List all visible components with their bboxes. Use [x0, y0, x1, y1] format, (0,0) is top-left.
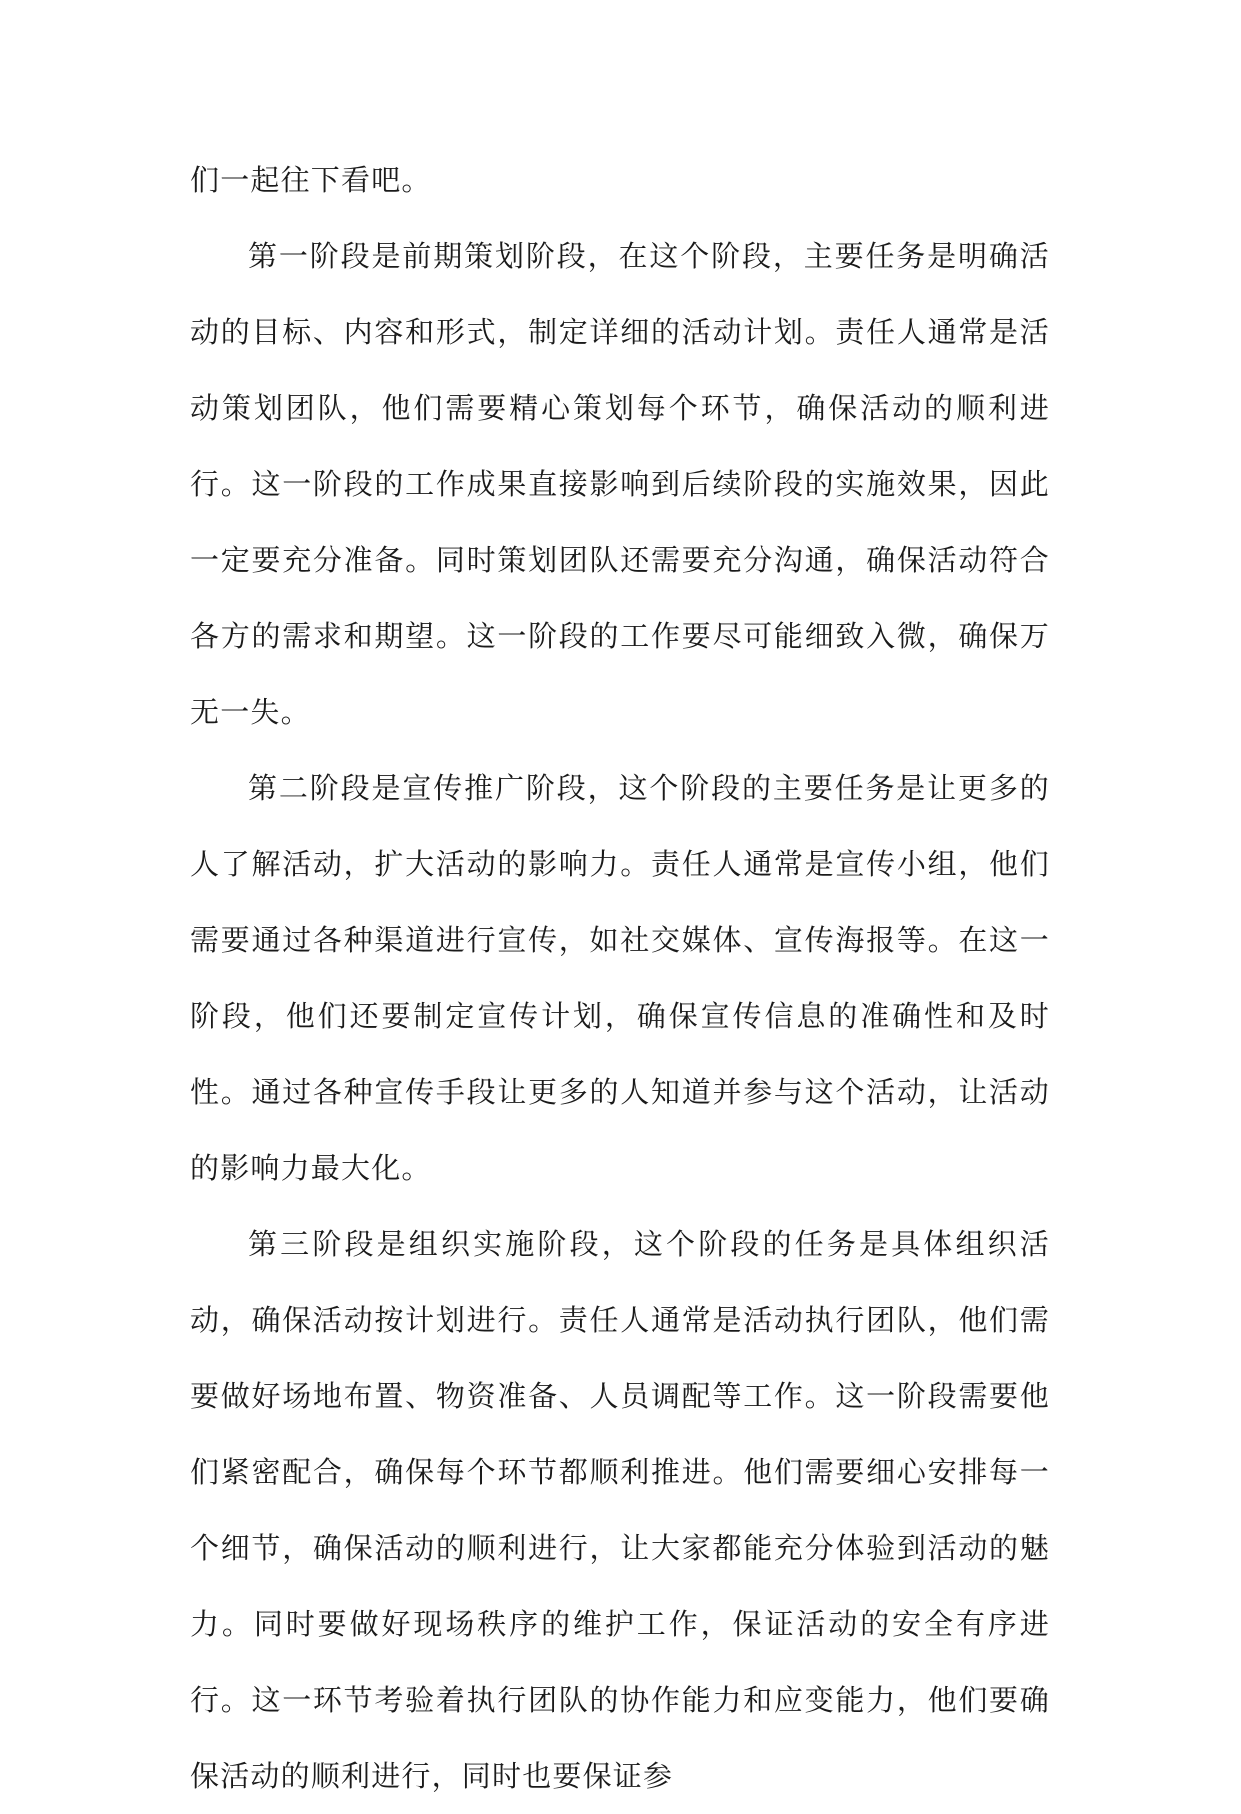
document-body	[190, 142, 1050, 1814]
paragraph-stage-two: 第二阶段是宣传推广阶段，这个阶段的主要任务是让更多的人了解活动，扩大活动的影响力。责任人通常是宣传小组，他们需要通过各种渠道进行宣传，如社交媒体、宣传海报等。在这一阶段，他们还要制定宣传计划，确保宣传信息的准确性和及时性。通过各种宣传手段让更多的人知道并参与这个活动，让活动的影响力最大化。	[190, 771, 1050, 1185]
paragraph-stage-three: 第三阶段是组织实施阶段，这个阶段的任务是具体组织活动，确保活动按计划进行。责任人通常是活动执行团队，他们需要做好场地布置、物资准备、人员调配等工作。这一阶段需要他们紧密配合，确保每个环节都顺利推进。他们需要细心安排每一个细节，确保活动的顺利进行，让大家都能充分体验到活动的魅力。同时要做好现场秩序的维护工作，保证活动的安全有序进行。这一环节考验着执行团队的协作能力和应变能力，他们要确保活动的顺利进行，同时也要保证参	[190, 1227, 1050, 1793]
paragraph-continuation: 们一起往下看吧。	[190, 163, 432, 197]
paragraph-stage-one: 第一阶段是前期策划阶段，在这个阶段，主要任务是明确活动的目标、内容和形式，制定详细的活动计划。责任人通常是活动策划团队，他们需要精心策划每个环节，确保活动的顺利进行。这一阶段的工作成果直接影响到后续阶段的实施效果，因此一定要充分准备。同时策划团队还需要充分沟通，确保活动符合各方的需求和期望。这一阶段的工作要尽可能细致入微，确保万无一失。	[190, 239, 1050, 729]
